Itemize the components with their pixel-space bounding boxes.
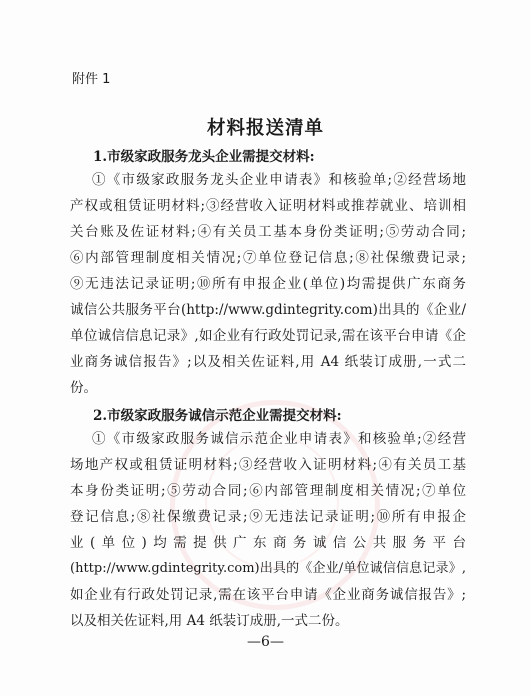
section-1-line: ⑨无违法记录证明;⑩所有申报企业(单位)均需提供广东商务 — [70, 276, 466, 292]
section-1-line: 单位诚信信息记录》,如企业有行政处罚记录,需在该平台申请《企 — [70, 328, 466, 344]
section-2-line: 场地产权或租赁证明材料;③经营收入证明材料;④有关员工基 — [70, 457, 466, 473]
document-title: 材料报送清单 — [206, 118, 324, 139]
section-2-line: (http://www.gdintegrity.com)出具的《企业/单位诚信信息记录》, — [70, 561, 466, 576]
section-1-line: 业商务诚信报告》;以及相关佐证料,用 A4 纸装订成册,一式二 — [70, 354, 466, 370]
section-2-heading: 2.市级家政服务诚信示范企业需提交材料: — [93, 408, 342, 424]
section-2-line: 如企业有行政处罚记录,需在该平台申请《企业商务诚信报告》; — [70, 587, 466, 603]
section-2-line: 以及相关佐证料,用 A4 纸装订成册,一式二份。 — [70, 613, 349, 629]
section-1-line: 产权或租赁证明材料;③经营收入证明材料或推荐就业、培训相 — [70, 198, 466, 214]
page-number: —6— — [247, 634, 284, 650]
section-1-line: ⑥内部管理制度相关情况;⑦单位登记信息;⑧社保缴费记录; — [70, 250, 466, 266]
section-1-line: 份。 — [70, 380, 97, 396]
section-2-line: 登记信息;⑧社保缴费记录;⑨无违法记录证明;⑩所有申报企 — [70, 509, 466, 525]
section-1-line: 诚信公共服务平台(http://www.gdintegrity.com)出具的《企业/ — [70, 302, 466, 318]
section-2-line: 业(单位)均需提供广东商务诚信公共服务平台 — [70, 535, 466, 551]
section-1-line: ①《市级家政服务龙头企业申请表》和核验单;②经营场地 — [92, 172, 466, 188]
section-1-heading: 1.市级家政服务龙头企业需提交材料: — [93, 149, 315, 165]
section-2-line: ①《市级家政服务诚信示范企业申请表》和核验单;②经营 — [92, 431, 466, 447]
section-1-line: 关台账及佐证材料;④有关员工基本身份类证明;⑤劳动合同; — [70, 224, 466, 240]
section-2-line: 本身份类证明;⑤劳动合同;⑥内部管理制度相关情况;⑦单位 — [70, 483, 466, 499]
attachment-label: 附件 1 — [72, 72, 111, 87]
